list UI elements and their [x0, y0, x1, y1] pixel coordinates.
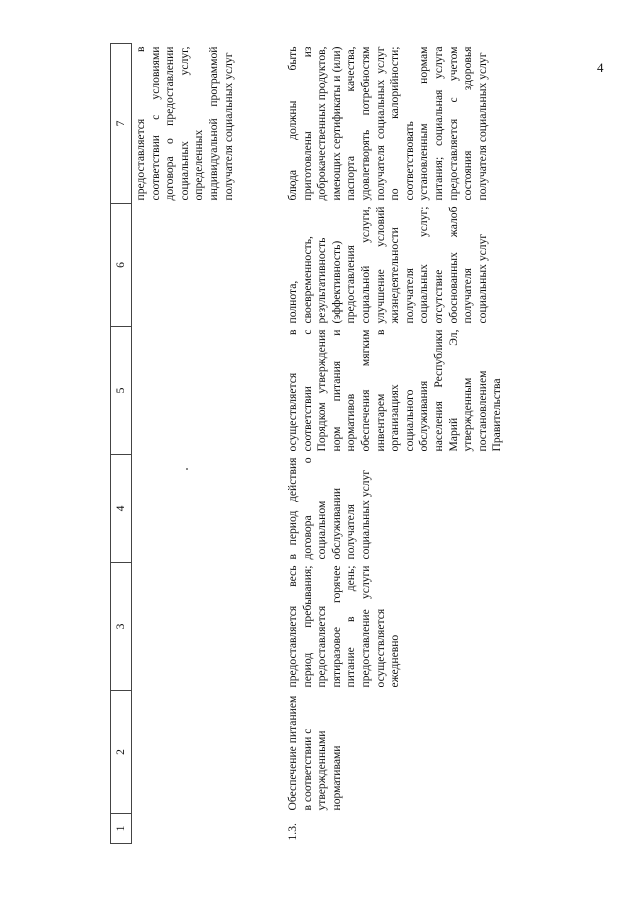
col-header-1: 1: [111, 814, 132, 844]
rotated-table-page: [110, 44, 550, 844]
col-header-6: 6: [111, 204, 132, 327]
services-table: [110, 43, 528, 844]
header-row: [111, 44, 132, 844]
service-timing: в период действия договора о социальном обслуживании получателя социальных услуг: [286, 457, 372, 560]
col-header-3: 3: [111, 563, 132, 691]
page-number: 4: [597, 60, 604, 75]
continuation-conditions: предоставляется в соответствии с условиями договора о предоставлении социальных услуг, определенных индивидуальной программой получателя социальных услуг: [134, 46, 235, 201]
col-header-7: 7: [111, 44, 132, 204]
col-header-4: 4: [111, 455, 132, 563]
service-name: Обеспечение питанием в соответствии с утвержденными нормативами: [286, 695, 343, 811]
quality-indicators: полнота, своевременность, результативность (эффективность) предоставления социальной услуги, улучшение условий жизнедеятельности получателя социальных услуг; отсутствие обоснованных жалоб получателя социальных услуг: [286, 206, 489, 324]
service-conditions: блюда должны быть приготовлены из доброкачественных продуктов, имеющих сертификаты и (или) паспорта качества, удовлетворять потребностям получателя социальных услуг по калорийности; соответствовать установленным нормам питания; социальная услуга предоставляется с учетом состояния здоровья получателя социальных услуг: [286, 46, 489, 201]
continuation-row: [132, 44, 285, 844]
service-procedure: осуществляется в соответствии с Порядком утверждения норм питания и нормативов обеспечения мягким инвентарем в организациях социального обслуживания населения Республики Марий Эл, утвержденным постановлением Правительства: [286, 329, 504, 452]
table-row: [284, 44, 528, 844]
col-header-2: 2: [111, 691, 132, 814]
col-header-5: 5: [111, 327, 132, 455]
service-description: предоставляется весь период пребывания; предоставляется пятиразовое горячее питание в день; предоставление услуги осуществляется ежедневно: [286, 565, 402, 688]
row-number: 1.3.: [286, 823, 299, 841]
